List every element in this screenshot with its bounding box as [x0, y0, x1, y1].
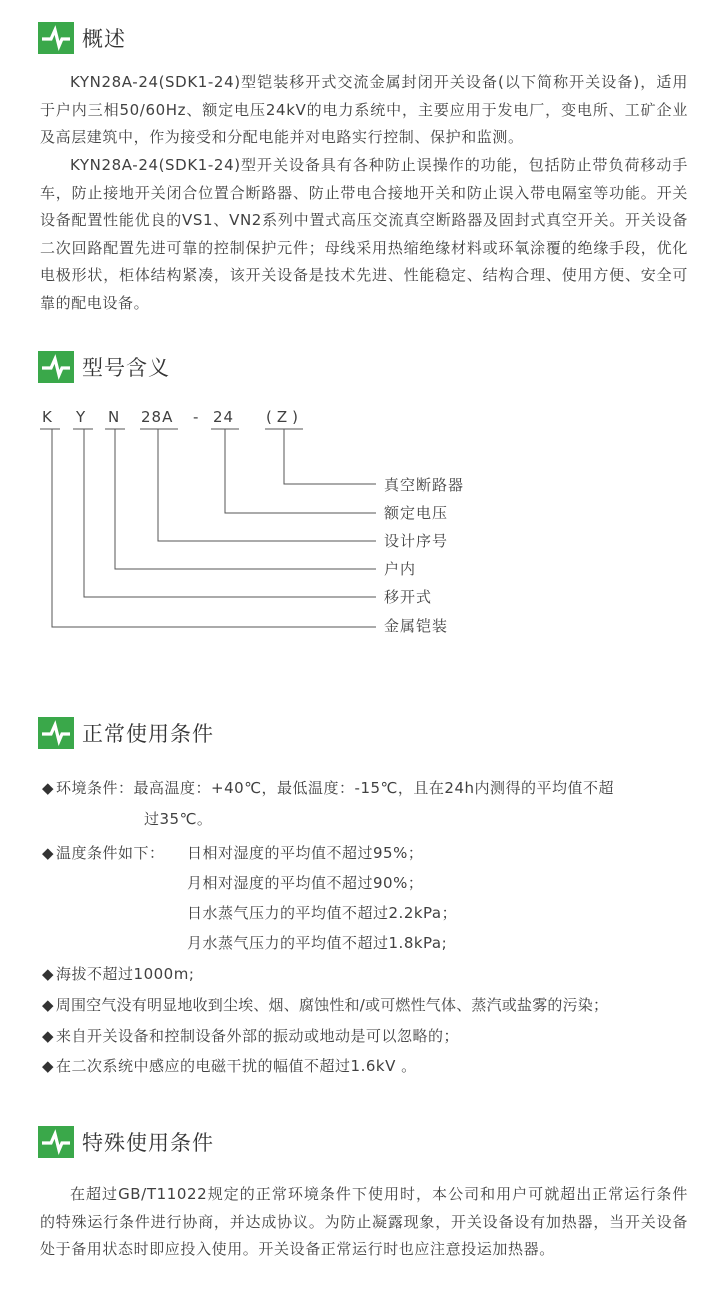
humidity-line-4: 月水蒸气压力的平均值不超过1.8kPa; [187, 934, 448, 952]
special-conditions-paragraph: 在超过GB/T11022规定的正常环境条件下使用时，本公司和用户可就超出正常运行条件的特殊运行条件进行协商，并达成协议。为防止凝露现象，开关设备设有加热器，当开关设备处于备用状态时即应投入使用。开关设备正常运行时也应注意投运加热器。 [40, 1185, 688, 1258]
normal-conditions-heading [38, 716, 214, 750]
model-char-k: K [42, 408, 52, 426]
condition-interference-text: 在二次系统中感应的电磁干扰的幅值不超过1.6kV 。 [56, 1057, 417, 1075]
meaning-withdrawable: 移开式 [384, 588, 433, 606]
brand-logo-icon [38, 351, 74, 383]
bullet-icon: ◆ [42, 844, 55, 862]
condition-altitude [42, 964, 194, 984]
brand-logo-icon [38, 717, 74, 749]
condition-air [42, 995, 608, 1015]
model-heading [38, 350, 170, 384]
meaning-indoor: 户内 [384, 560, 417, 578]
bullet-icon: ◆ [42, 1027, 55, 1045]
condition-altitude-text: 海拔不超过1000m; [56, 965, 195, 983]
overview-title: 概述 [82, 27, 126, 51]
overview-paragraph-1: KYN28A-24(SDK1-24)型铠装移开式交流金属封闭开关设备(以下简称开关设备)，适用于户内三相50/60Hz、额定电压24kV的电力系统中，主要应用于发电厂，变电所、工矿企业及高层建筑中，作为接受和分配电能并对电路实行控制、保护和监测。 [40, 73, 688, 146]
humidity-line-1: 日相对湿度的平均值不超过95%； [187, 844, 424, 862]
meaning-vacuum-breaker: 真空断路器 [384, 476, 465, 494]
brand-logo-icon [38, 22, 74, 54]
condition-vibration-text: 来自开关设备和控制设备外部的振动或地动是可以忽略的； [56, 1027, 460, 1045]
condition-environment [42, 778, 614, 798]
normal-conditions-title: 正常使用条件 [82, 722, 214, 746]
model-char-n: N [108, 408, 120, 426]
bullet-icon: ◆ [42, 965, 55, 983]
meaning-metal-armored: 金属铠装 [384, 617, 449, 635]
meaning-design-number: 设计序号 [384, 532, 449, 550]
model-char-design: 28A [141, 408, 174, 426]
condition-humidity-label: 温度条件如下： [56, 844, 165, 862]
humidity-line-3: 日水蒸气压力的平均值不超过2.2kPa； [187, 904, 458, 922]
model-title: 型号含义 [82, 356, 170, 380]
condition-vibration [42, 1026, 459, 1046]
condition-interference [42, 1056, 417, 1076]
bullet-icon: ◆ [42, 1057, 55, 1075]
meaning-rated-voltage: 额定电压 [384, 504, 449, 522]
special-conditions-title: 特殊使用条件 [82, 1131, 214, 1155]
humidity-line-2: 月相对湿度的平均值不超过90%； [187, 874, 424, 892]
special-conditions-heading [38, 1125, 214, 1159]
model-char-z: (Z) [266, 408, 303, 426]
overview-heading [38, 21, 126, 55]
bullet-icon: ◆ [42, 996, 54, 1014]
condition-humidity [42, 843, 165, 863]
model-char-y: Y [76, 408, 86, 426]
overview-paragraph-2: KYN28A-24(SDK1-24)型开关设备具有各种防止误操作的功能，包括防止带负荷移动手车，防止接地开关闭合位置合断路器、防止带电合接地开关和防止误入带电隔室等功能。开关设备配置性能优良的VS1、VN2系列中置式高压交流真空断路器及固封式真空开关。开关设备二次回路配置先进可靠的控制保护元件；母线采用热缩绝缘材料或环氧涂覆的绝缘手段，优化电极形状，柜体结构紧凑，该开关设备是技术先进、性能稳定、结构合理、使用方便、安全可靠的配电设备。 [40, 156, 688, 312]
model-char-dash: - [193, 408, 199, 426]
model-char-voltage: 24 [213, 408, 235, 426]
condition-environment-continued: 过35℃。 [144, 810, 213, 828]
condition-environment-text: 环境条件：最高温度：+40℃，最低温度：-15℃，且在24h内测得的平均值不超 [56, 779, 614, 797]
bullet-icon: ◆ [42, 779, 55, 797]
condition-air-text: 周围空气没有明显地收到尘埃、烟、腐蚀性和/或可燃性气体、蒸汽或盐雾的污染； [55, 996, 609, 1014]
brand-logo-icon [38, 1126, 74, 1158]
